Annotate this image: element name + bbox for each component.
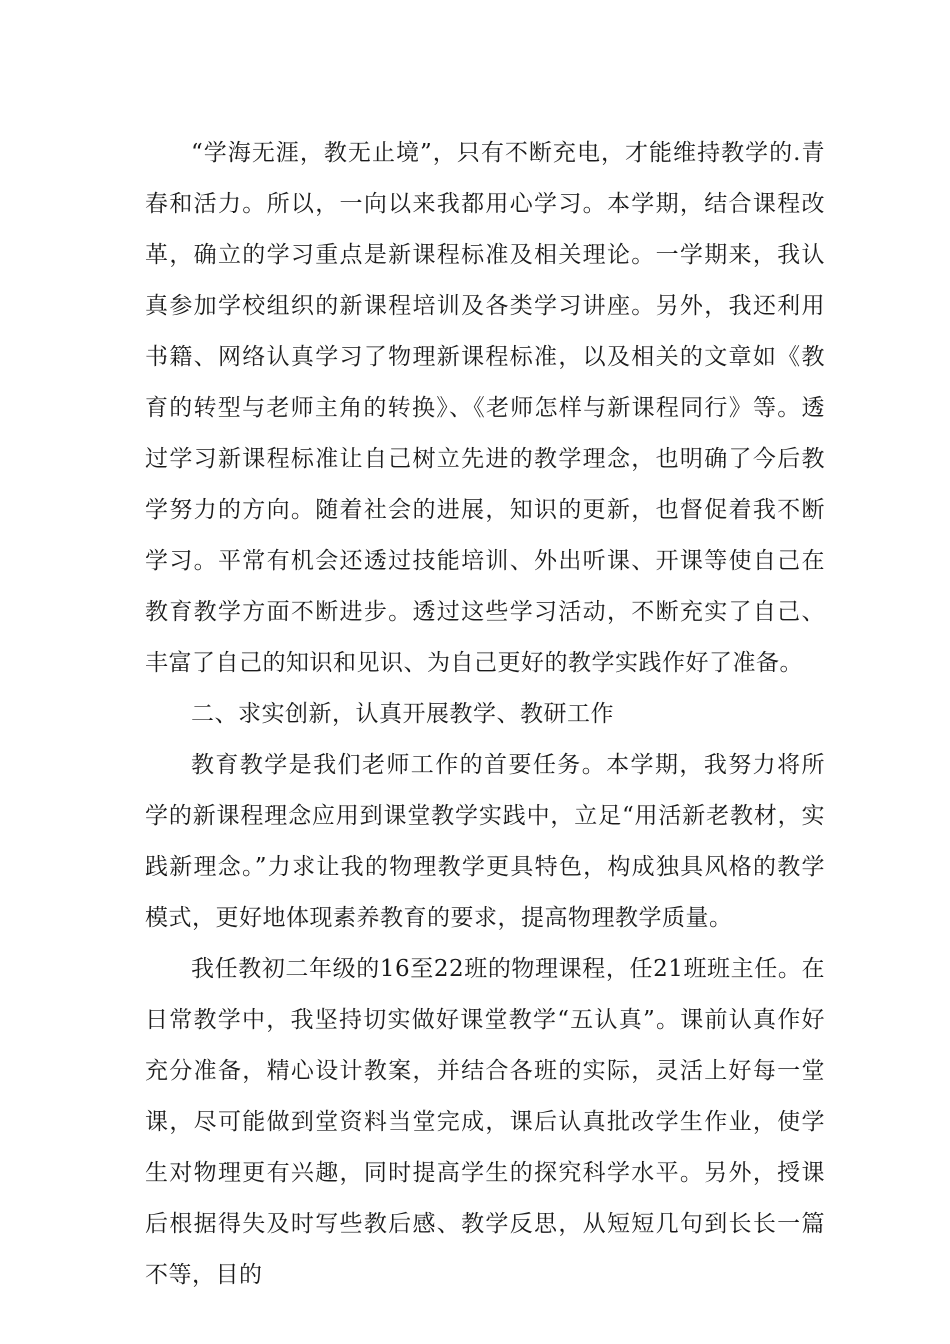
paragraph-study: “学海无涯，教无止境”，只有不断充电，才能维持教学的.青春和活力。所以，一向以来我都用心学习。本学期，结合课程改革，确立的学习重点是新课程标准及相关理论。一学期来，我认真参加学校组织的新课程培训及各类学习讲座。另外，我还利用书籍、网络认真学习了物理新课程标准，以及相关的文章如《教育的转型与老师主角的转换》、《老师怎样与新课程同行》等。透过学习新课程标准让自己树立先进的教学理念，也明确了今后教学努力的方向。随着社会的进展，知识的更新，也督促着我不断学习。平常有机会还透过技能培训、外出听课、开课等使自己在教育教学方面不断进步。透过这些学习活动，不断充实了自己、丰富了自己的知识和见识、为自己更好的教学实践作好了准备。 (145, 140, 825, 676)
section-heading: 二、求实创新，认真开展教学、教研工作 (191, 701, 614, 727)
paragraph-classes: 我任教初二年级的16至22班的物理课程，任21班班主任。在日常教学中，我坚持切实做好课堂教学“五认真”。课前认真作好充分准备，精心设计教案，并结合各班的实际，灵活上好每一堂课，尽可能做到堂资料当堂完成，课后认真批改学生作业，使学生对物理更有兴趣，同时提高学生的探究科学水平。另外，授课后根据得失及时写些教后感、教学反思，从短短几句到长长一篇不等，目的 (145, 956, 825, 1288)
document-body (145, 128, 825, 1301)
paragraph-teaching: 教育教学是我们老师工作的首要任务。本学期，我努力将所学的新课程理念应用到课堂教学实践中，立足“用活新老教材，实践新理念。”力求让我的物理教学更具特色，构成独具风格的教学模式，更好地体现素养教育的要求，提高物理教学质量。 (145, 752, 825, 931)
